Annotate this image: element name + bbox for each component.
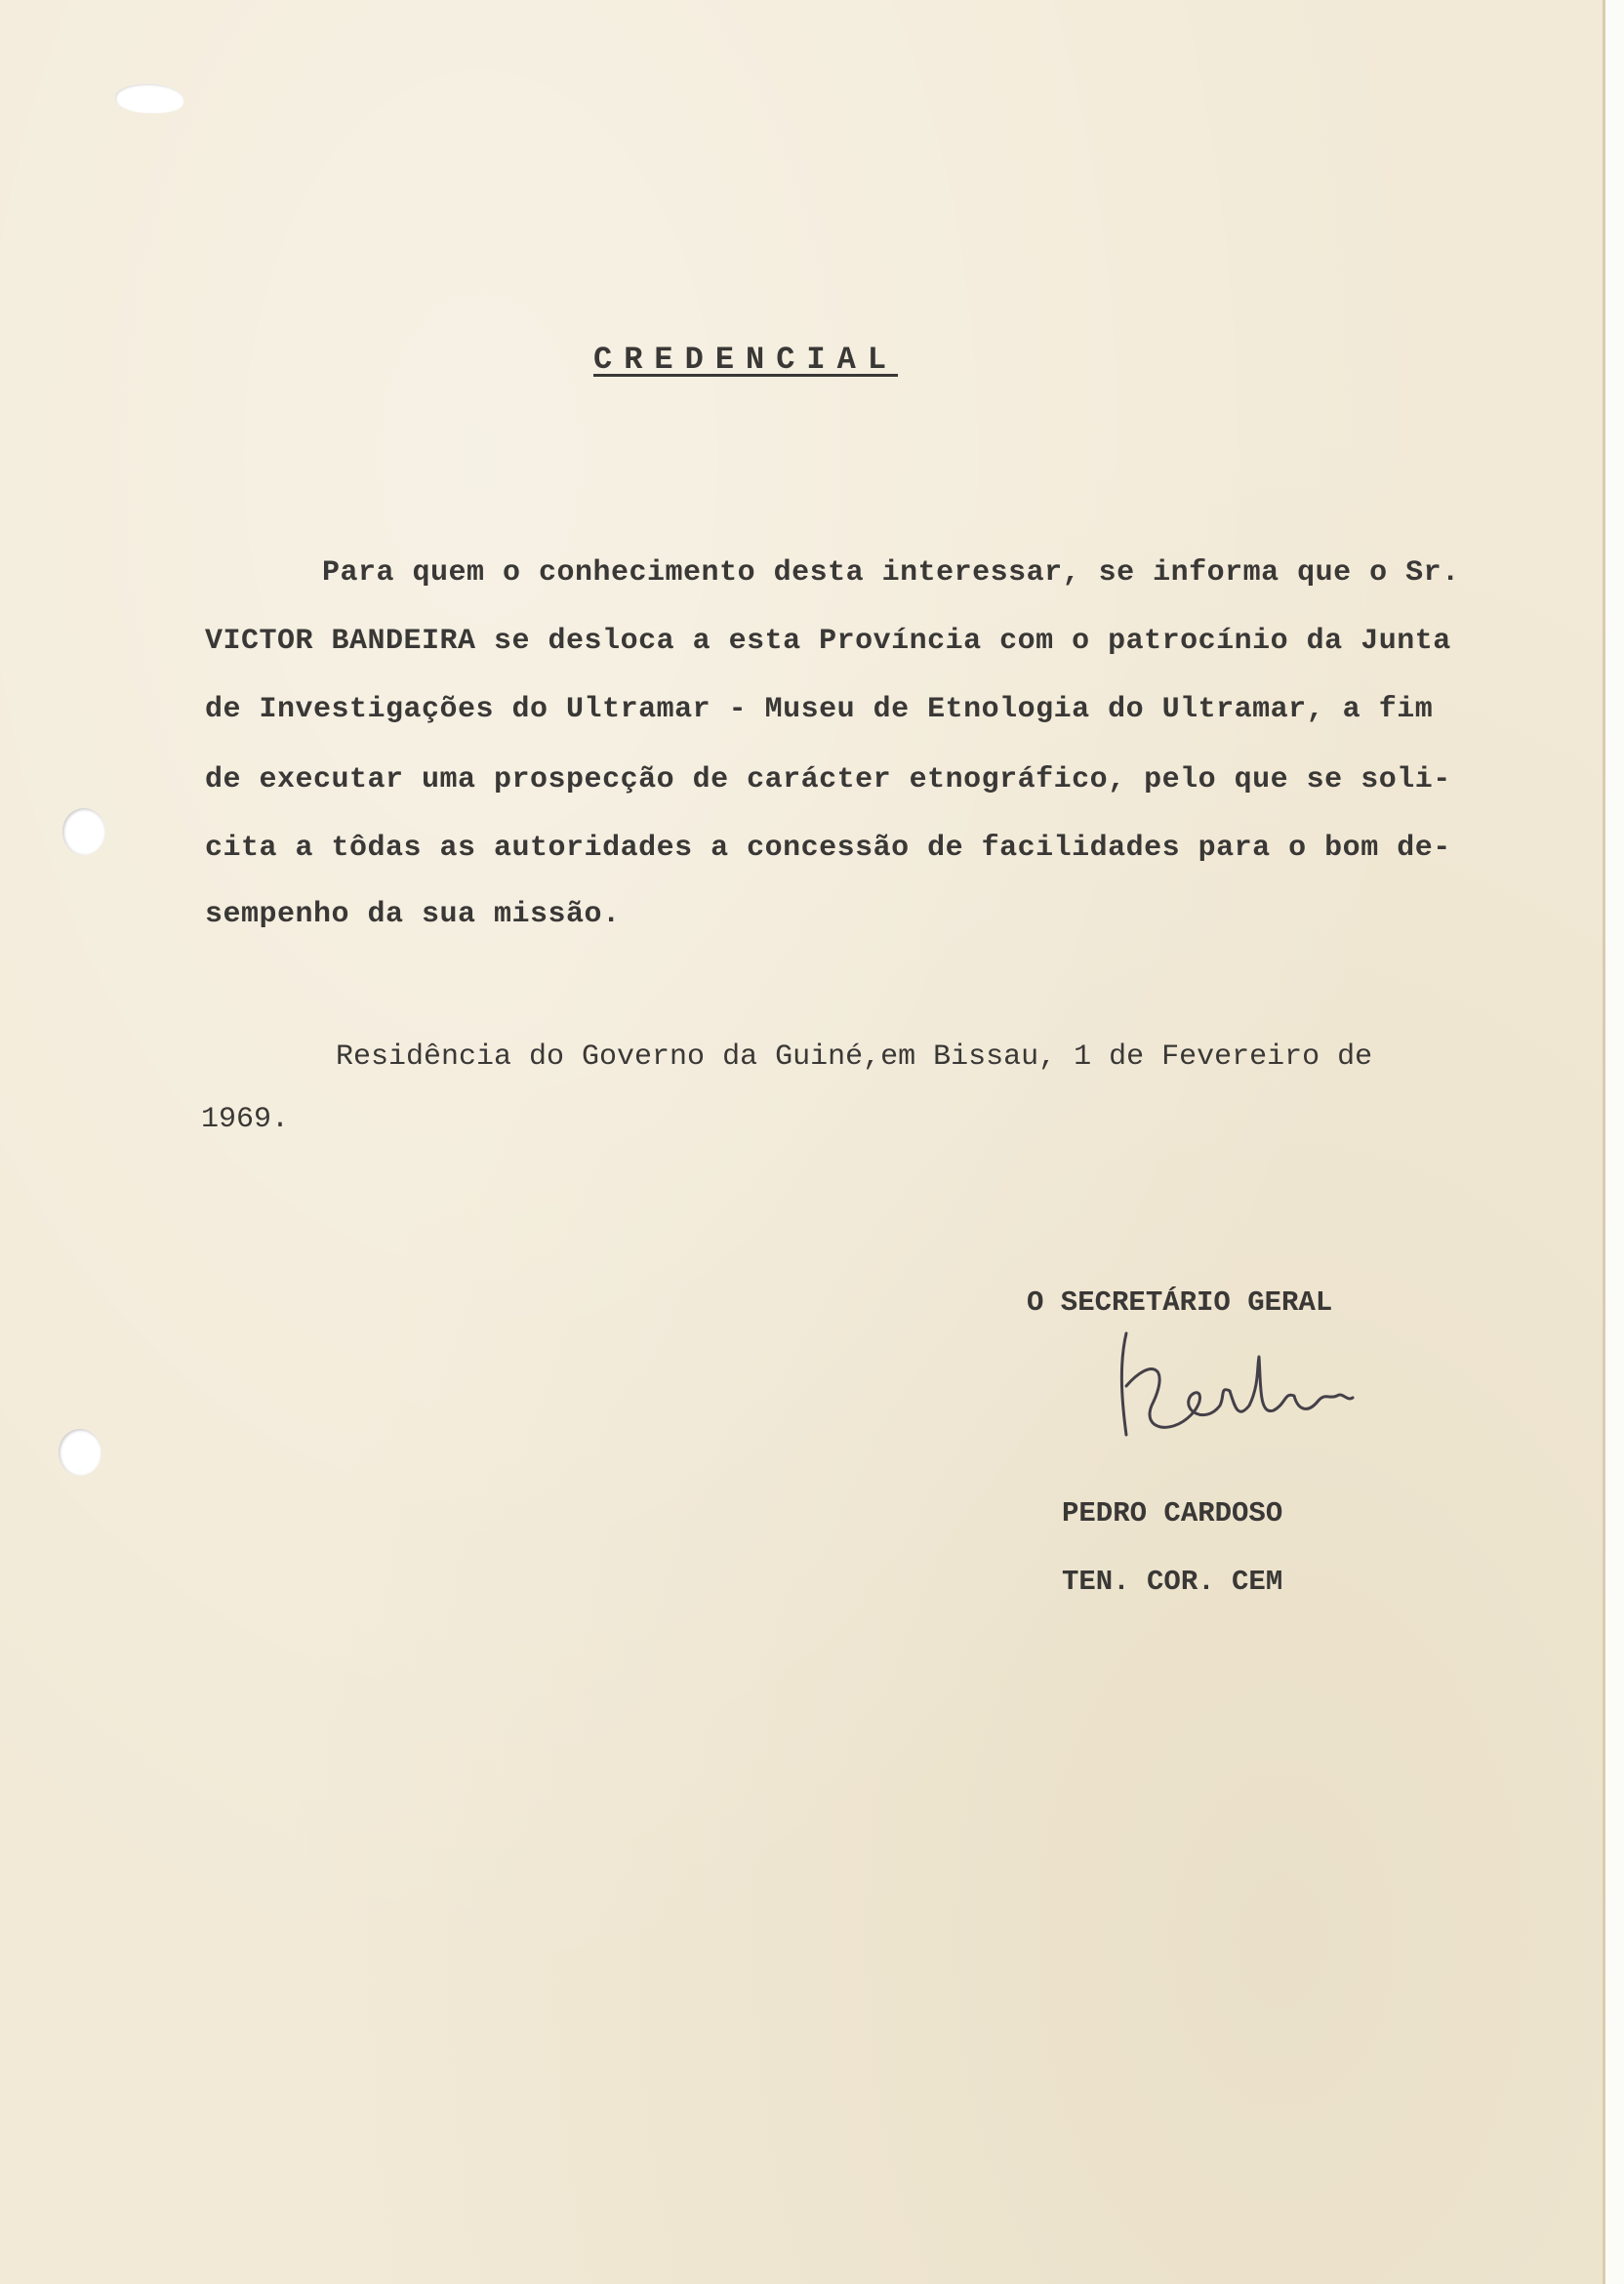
- paper-tear: [115, 84, 183, 113]
- punch-hole-bottom: [59, 1429, 102, 1476]
- punch-hole-top: [62, 808, 105, 855]
- body-line-1: Para quem o conhecimento desta interessar, se informa que o Sr.: [322, 556, 1460, 590]
- body-line-3: de Investigações do Ultramar - Museu de Etnologia do Ultramar, a fim: [205, 693, 1434, 726]
- body-line-4: de executar uma prospecção de carácter etnográfico, pelo que se soli-: [205, 763, 1451, 796]
- date-line-1: Residência do Governo da Guiné,em Bissau, 1 de Fevereiro de: [336, 1040, 1373, 1074]
- body-line-2: VICTOR BANDEIRA se desloca a esta Província com o patrocínio da Junta: [205, 625, 1451, 658]
- handwritten-signature: [1113, 1327, 1366, 1464]
- signatory-name: PEDRO CARDOSO: [1062, 1497, 1283, 1529]
- date-line-2: 1969.: [201, 1103, 290, 1136]
- signatory-rank: TEN. COR. CEM: [1062, 1566, 1283, 1598]
- signatory-title: O SECRETÁRIO GERAL: [1027, 1286, 1333, 1319]
- scan-margin: [1605, 0, 1624, 2284]
- body-line-6: sempenho da sua missão.: [205, 898, 621, 931]
- body-line-5: cita a tôdas as autoridades a concessão de facilidades para o bom de-: [205, 832, 1451, 865]
- document-title: CREDENCIAL: [593, 342, 899, 378]
